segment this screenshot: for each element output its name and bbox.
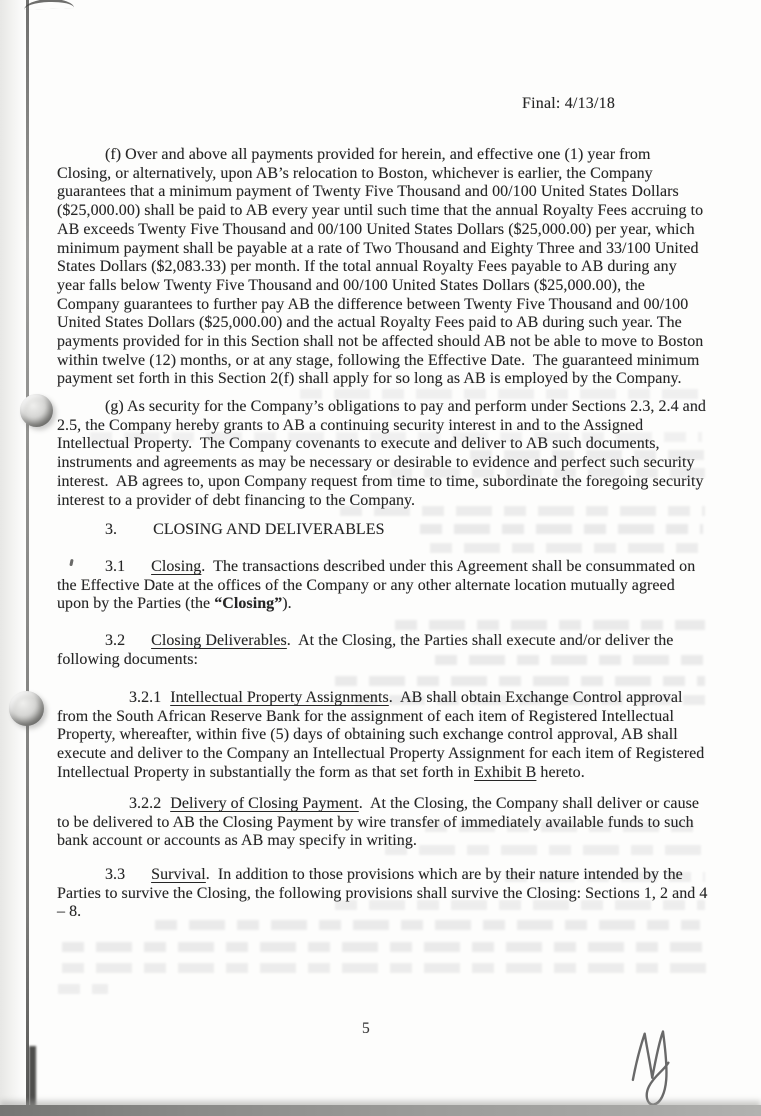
binder-post-icon — [20, 394, 53, 427]
bleed-through-artifact — [395, 620, 705, 630]
section-3-3-survival: 3.3 Survival. In addition to those provisions which are by their nature intended by the Parties to survive the Closing, the following provisions shall survive the Closing: Sections 1, 2 and 4 – 8. — [57, 866, 712, 921]
section-3-2-1-ip-assignments: 3.2.1 Intellectual Property Assignments. AB shall obtain Exchange Control approval from the South African Reserve Bank for the assignment of each item of Registered Intellectual Property, whereafter, within five (5) days of obtaining such exchange control approval, AB shall execute and deliver to the Company an Intellectual Property Assignment for each item of Registered Intellectual Property in substantially the form as that set forth in Exhibit B hereto. — [57, 689, 709, 781]
handwritten-initials-mark — [620, 1024, 678, 1110]
page-number: 5 — [362, 1020, 370, 1037]
header-version-date: Final: 4/13/18 — [522, 95, 616, 112]
bleed-through-artifact — [62, 942, 702, 952]
paragraph-2f-minimum-payment: (f) Over and above all payments provided for herein, and effective one (1) year from Closing, or alternatively, upon AB’s relocation to Boston, whichever is earlier, the Company guarantees that a minimum payment of Twenty Five Thousand and 00/100 United States Dollars ($25,000.00) shall be paid to AB every year until such time that the annual Royalty Fees accruing to AB exceeds Twenty Five Thousand and 00/100 United States Dollars ($25,000.00) per year, which minimum payment shall be payable at a rate of Two Thousand and Eighty Three and 33/100 United States Dollars ($2,083.33) per month. If the total annual Royalty Fees payable to AB during any year falls below Twenty Five Thousand and 00/100 United States Dollars ($25,000.00), the Company guarantees to further pay AB the difference between Twenty Five Thousand and 00/100 United States Dollars ($25,000.00) and the actual Royalty Fees paid to AB during such year. The payments provided for in this Section shall not be affected should AB not be able to move to Boston within twelve (12) months, or at any stage, following the Effective Date. The guaranteed minimum payment set forth in this Section 2(f) shall apply for so long as AB is employed by the Company. — [57, 146, 708, 388]
section-3-2-2-closing-payment: 3.2.2 Delivery of Closing Payment. At the Closing, the Company shall deliver or cause to be delivered to AB the Closing Payment by wire transfer of immediately available funds to such bank account or accounts as AB may specify in writing. — [57, 795, 704, 850]
bleed-through-artifact — [62, 963, 707, 973]
bleed-through-artifact — [335, 676, 705, 686]
section-3-heading: 3. CLOSING AND DELIVERABLES — [105, 521, 385, 538]
page-edge-line — [26, 0, 29, 1116]
binder-post-icon — [9, 691, 44, 726]
section-3-1-closing: 3.1 Closing. The transactions described under this Agreement shall be consummated on the Effective Date at the offices of the Company or any other alternate location mutually agreed upon by the Parties (the “Closing”). — [57, 558, 700, 613]
bleed-through-artifact — [58, 984, 108, 994]
page-edge-strip — [0, 0, 26, 1116]
bleed-through-artifact — [430, 543, 703, 553]
scanner-bottom-band — [0, 1105, 761, 1116]
paragraph-2g-security-interest: (g) As security for the Company’s obligations to pay and perform under Sections 2.3, 2.4 and 2.5, the Company hereby grants to AB a continuing security interest in and to the Assigned Intellectual Property. The Company covenants to execute and deliver to AB such documents, instruments and agreements as may be necessary or desirable to evidence and perfect such security interest. AB agrees to, upon Company request from time to time, subordinate the foregoing security interest to a provider of debt financing to the Company. — [57, 398, 710, 509]
page-corner-curl — [24, 0, 74, 10]
section-3-2-closing-deliverables: 3.2 Closing Deliverables. At the Closing, the Parties shall execute and/or deliver the following documents: — [57, 632, 678, 668]
